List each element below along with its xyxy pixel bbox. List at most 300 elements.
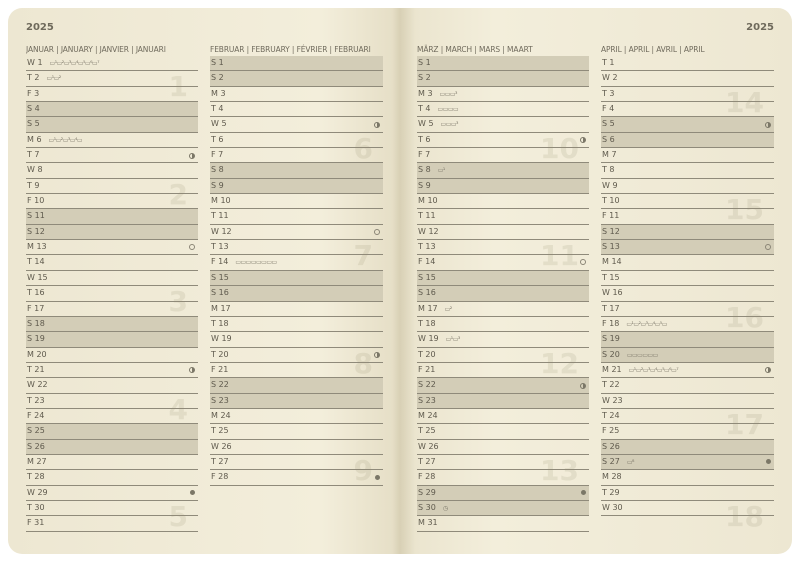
day-label: F 25: [602, 426, 620, 436]
day-row[interactable]: [601, 455, 774, 470]
day-row[interactable]: [210, 87, 383, 102]
full-moon-icon: [580, 259, 586, 265]
day-row[interactable]: [26, 378, 198, 393]
day-row[interactable]: [417, 317, 589, 332]
day-label: M 21: [602, 364, 622, 374]
holiday-markers: ▭▭▭³: [439, 90, 457, 98]
day-label: F 18: [602, 318, 620, 328]
day-label: T 29: [602, 487, 620, 497]
year-right: 2025: [746, 22, 774, 33]
day-row[interactable]: [26, 286, 198, 301]
week-number: 16: [725, 300, 764, 334]
week-number: 11: [540, 239, 579, 273]
day-row[interactable]: [26, 302, 198, 317]
month-title: FEBRUAR | FEBRUARY | FÉVRIER | FEBRUARI: [210, 44, 371, 54]
holiday-markers: ▭¹▭²: [46, 75, 61, 83]
day-label: M 3: [211, 88, 226, 98]
day-label: F 10: [27, 196, 45, 206]
week-number: 9: [353, 454, 373, 488]
full-moon-icon: [374, 229, 380, 235]
holiday-markers: ▭▭▭▭▭▭: [626, 351, 658, 359]
holiday-markers: ▭¹: [437, 167, 445, 175]
new-moon-icon: [375, 475, 380, 480]
day-row[interactable]: [210, 133, 383, 148]
day-row[interactable]: [210, 470, 383, 485]
day-label: T 25: [211, 426, 229, 436]
day-row[interactable]: [26, 56, 198, 71]
day-row[interactable]: [417, 87, 589, 102]
day-row[interactable]: [210, 225, 383, 240]
day-label: W 16: [602, 288, 623, 298]
day-label: S 9: [211, 180, 224, 190]
day-row[interactable]: [601, 102, 774, 117]
day-label: S 16: [418, 288, 436, 298]
day-row[interactable]: [601, 255, 774, 270]
week-number: 8: [353, 346, 373, 380]
day-row[interactable]: [26, 225, 198, 240]
day-label: S 22: [418, 380, 436, 390]
day-label: T 28: [27, 472, 45, 482]
day-label: T 16: [27, 288, 45, 298]
day-row[interactable]: [26, 179, 198, 194]
day-label: W 23: [602, 395, 623, 405]
day-label: S 8: [211, 165, 224, 175]
day-label: M 24: [418, 410, 438, 420]
day-row[interactable]: [601, 286, 774, 301]
week-number: 2: [168, 177, 188, 211]
day-row[interactable]: [210, 148, 383, 163]
week-number: 4: [168, 392, 188, 426]
month-title: MÄRZ | MARCH | MARS | MAART: [417, 44, 533, 54]
day-label: S 8: [418, 165, 431, 175]
day-label: W 12: [418, 226, 439, 236]
day-label: W 9: [602, 180, 618, 190]
day-label: T 13: [418, 242, 436, 252]
week-number: 5: [168, 500, 188, 534]
day-row[interactable]: [417, 271, 589, 286]
day-row[interactable]: [210, 363, 383, 378]
day-label: F 14: [418, 257, 436, 267]
day-label: S 23: [211, 395, 229, 405]
day-row[interactable]: [417, 348, 589, 363]
holiday-markers: ▭¹▭³: [445, 336, 460, 344]
day-label: S 19: [27, 334, 45, 344]
day-row[interactable]: [26, 348, 198, 363]
day-label: M 6: [27, 134, 42, 144]
holiday-markers: ▭▭▭³: [440, 121, 458, 129]
day-row[interactable]: [210, 440, 383, 455]
week-number: 1: [168, 70, 188, 104]
day-row[interactable]: [210, 179, 383, 194]
day-row[interactable]: [601, 194, 774, 209]
day-row[interactable]: [417, 286, 589, 301]
holiday-markers: ▭¹▭²▭³▭⁴▭⁵▭⁶▭⁷: [628, 366, 679, 374]
day-row[interactable]: [601, 470, 774, 485]
day-row[interactable]: [417, 148, 589, 163]
day-label: T 21: [27, 364, 45, 374]
day-row[interactable]: [601, 163, 774, 178]
day-label: T 20: [211, 349, 229, 359]
day-label: S 9: [418, 180, 431, 190]
day-label: S 2: [211, 73, 224, 83]
day-row[interactable]: [601, 302, 774, 317]
day-label: T 11: [418, 211, 436, 221]
week-number: 12: [540, 346, 579, 380]
day-label: S 13: [602, 242, 620, 252]
day-row[interactable]: [26, 501, 198, 516]
day-label: W 22: [27, 380, 48, 390]
day-row[interactable]: [26, 470, 198, 485]
day-label: S 26: [602, 441, 620, 451]
week-number: 6: [353, 131, 373, 165]
day-label: M 28: [602, 472, 622, 482]
day-label: S 15: [211, 272, 229, 282]
day-row[interactable]: [210, 317, 383, 332]
day-label: F 24: [27, 410, 45, 420]
day-label: S 20: [602, 349, 620, 359]
day-row[interactable]: [210, 209, 383, 224]
day-label: S 26: [27, 441, 45, 451]
holiday-markers: ▭▭▭▭▭▭▭▭: [235, 259, 277, 267]
day-label: F 31: [27, 518, 45, 528]
day-row[interactable]: [417, 332, 589, 347]
day-label: M 20: [27, 349, 47, 359]
day-label: T 6: [418, 134, 431, 144]
day-row[interactable]: [26, 271, 198, 286]
day-row[interactable]: [601, 209, 774, 224]
day-label: T 1: [602, 58, 615, 67]
day-row[interactable]: [417, 302, 589, 317]
day-row[interactable]: [417, 240, 589, 255]
day-row[interactable]: [417, 424, 589, 439]
half-moon-icon: [765, 122, 771, 128]
half-moon-icon: [189, 367, 195, 373]
year-left: 2025: [26, 22, 54, 33]
day-label: T 20: [418, 349, 436, 359]
day-label: S 23: [418, 395, 436, 405]
day-label: T 14: [27, 257, 45, 267]
day-row[interactable]: [601, 87, 774, 102]
day-row[interactable]: [210, 394, 383, 409]
day-row[interactable]: [417, 133, 589, 148]
day-label: S 12: [602, 226, 620, 236]
day-row[interactable]: [417, 394, 589, 409]
day-label: F 14: [211, 257, 229, 267]
day-row[interactable]: [417, 255, 589, 270]
day-row[interactable]: [601, 378, 774, 393]
day-label: W 5: [211, 119, 227, 129]
holiday-markers: ◷: [442, 504, 448, 512]
day-label: S 11: [27, 211, 45, 221]
full-moon-icon: [189, 244, 195, 250]
day-row[interactable]: [601, 240, 774, 255]
day-label: T 7: [27, 150, 40, 160]
day-label: F 28: [211, 472, 229, 482]
week-number: 10: [540, 131, 579, 165]
day-row[interactable]: [26, 363, 198, 378]
day-label: T 2: [27, 73, 40, 83]
day-row[interactable]: [26, 332, 198, 347]
day-label: T 13: [211, 242, 229, 252]
day-label: F 21: [211, 364, 229, 374]
day-row[interactable]: [601, 332, 774, 347]
day-label: S 22: [211, 380, 229, 390]
day-row[interactable]: [417, 163, 589, 178]
day-label: S 15: [418, 272, 436, 282]
day-row[interactable]: [601, 501, 774, 516]
day-row[interactable]: [210, 455, 383, 470]
day-row[interactable]: [417, 194, 589, 209]
day-label: M 7: [602, 150, 617, 160]
day-label: W 26: [418, 441, 439, 451]
day-row[interactable]: [210, 424, 383, 439]
day-row[interactable]: [417, 516, 589, 531]
day-label: W 1: [27, 58, 43, 67]
day-label: W 26: [211, 441, 232, 451]
day-row[interactable]: [26, 87, 198, 102]
day-label: M 17: [211, 303, 231, 313]
day-row[interactable]: [417, 209, 589, 224]
day-row[interactable]: [601, 271, 774, 286]
day-label: T 27: [211, 456, 229, 466]
day-row[interactable]: [601, 179, 774, 194]
day-label: T 9: [27, 180, 40, 190]
week-number: 3: [168, 285, 188, 319]
half-moon-icon: [189, 153, 195, 159]
holiday-markers: ▭¹▭²▭³▭⁴▭⁵▭: [626, 320, 667, 328]
day-list: [417, 56, 589, 532]
day-label: S 5: [602, 119, 615, 129]
day-row[interactable]: [601, 363, 774, 378]
day-list: [601, 56, 774, 534]
day-row[interactable]: [417, 378, 589, 393]
day-label: M 13: [27, 242, 47, 252]
week-number: 14: [725, 85, 764, 119]
day-label: T 15: [602, 272, 620, 282]
day-row[interactable]: [417, 440, 589, 455]
day-label: W 12: [211, 226, 232, 236]
day-row[interactable]: [601, 148, 774, 163]
day-row[interactable]: [210, 102, 383, 117]
day-row[interactable]: [601, 394, 774, 409]
day-row[interactable]: [26, 148, 198, 163]
day-label: S 25: [27, 426, 45, 436]
day-label: M 10: [418, 196, 438, 206]
day-row[interactable]: [417, 71, 589, 86]
day-label: W 19: [211, 334, 232, 344]
day-label: S 5: [27, 119, 40, 129]
day-label: T 11: [211, 211, 229, 221]
day-label: S 16: [211, 288, 229, 298]
planner-spread: [8, 8, 792, 554]
month-april: [601, 42, 774, 534]
day-row[interactable]: [26, 163, 198, 178]
holiday-markers: ▭²: [444, 305, 452, 313]
day-label: T 25: [418, 426, 436, 436]
day-row[interactable]: [601, 409, 774, 424]
day-row[interactable]: [601, 317, 774, 332]
half-moon-icon: [374, 122, 380, 128]
day-label: T 18: [211, 318, 229, 328]
day-row[interactable]: [26, 209, 198, 224]
day-list: [26, 56, 198, 532]
day-row[interactable]: [417, 455, 589, 470]
day-row[interactable]: [210, 378, 383, 393]
day-label: W 29: [27, 487, 48, 497]
holiday-markers: ▭¹▭²▭³▭⁴▭: [48, 136, 83, 144]
day-row[interactable]: [210, 56, 383, 71]
day-row[interactable]: [26, 394, 198, 409]
day-row[interactable]: [601, 71, 774, 86]
day-row[interactable]: [210, 240, 383, 255]
holiday-markers: ▭¹▭²▭³▭⁴▭⁵▭⁶▭⁷: [49, 60, 100, 67]
day-row[interactable]: [26, 133, 198, 148]
day-label: T 18: [418, 318, 436, 328]
day-row[interactable]: [417, 117, 589, 132]
day-label: T 23: [27, 395, 45, 405]
day-label: S 27: [602, 456, 620, 466]
day-row[interactable]: [26, 117, 198, 132]
half-moon-icon: [374, 352, 380, 358]
day-label: S 29: [418, 487, 436, 497]
half-moon-icon: [580, 383, 586, 389]
day-row[interactable]: [417, 486, 589, 501]
day-row[interactable]: [417, 363, 589, 378]
day-row[interactable]: [210, 117, 383, 132]
week-number: 13: [540, 454, 579, 488]
day-row[interactable]: [26, 240, 198, 255]
day-row[interactable]: [210, 255, 383, 270]
day-label: W 15: [27, 272, 48, 282]
day-label: M 10: [211, 196, 231, 206]
day-row[interactable]: [26, 317, 198, 332]
day-label: M 14: [602, 257, 622, 267]
week-number: 18: [725, 500, 764, 534]
day-row[interactable]: [601, 133, 774, 148]
holiday-markers: ▭▭▭▭: [437, 106, 459, 114]
day-label: T 3: [602, 88, 615, 98]
month-january: [26, 42, 198, 532]
day-label: T 27: [418, 456, 436, 466]
day-label: F 21: [418, 364, 436, 374]
day-label: F 28: [418, 472, 436, 482]
day-label: W 5: [418, 119, 434, 129]
half-moon-icon: [580, 137, 586, 143]
day-row[interactable]: [26, 440, 198, 455]
day-row[interactable]: [210, 348, 383, 363]
day-label: M 17: [418, 303, 438, 313]
day-label: T 17: [602, 303, 620, 313]
day-row[interactable]: [601, 56, 774, 71]
day-row[interactable]: [26, 194, 198, 209]
day-row[interactable]: [210, 409, 383, 424]
day-label: M 24: [211, 410, 231, 420]
day-row[interactable]: [601, 440, 774, 455]
day-row[interactable]: [26, 424, 198, 439]
day-label: T 4: [418, 104, 431, 114]
day-label: S 1: [418, 58, 431, 67]
day-label: F 7: [211, 150, 224, 160]
day-row[interactable]: [210, 286, 383, 301]
day-row[interactable]: [210, 271, 383, 286]
day-label: S 19: [602, 334, 620, 344]
day-row[interactable]: [417, 225, 589, 240]
week-number: 17: [725, 408, 764, 442]
day-row[interactable]: [601, 486, 774, 501]
day-label: S 4: [27, 104, 40, 114]
day-label: W 19: [418, 334, 439, 344]
month-title: JANUAR | JANUARY | JANVIER | JANUARI: [26, 44, 166, 54]
new-moon-icon: [190, 490, 195, 495]
day-row[interactable]: [210, 163, 383, 178]
full-moon-icon: [765, 244, 771, 250]
day-row[interactable]: [26, 455, 198, 470]
day-label: T 6: [211, 134, 224, 144]
day-row[interactable]: [26, 102, 198, 117]
day-row[interactable]: [417, 501, 589, 516]
month-february: [210, 42, 383, 486]
day-row[interactable]: [210, 302, 383, 317]
day-label: T 22: [602, 380, 620, 390]
day-label: M 27: [27, 456, 47, 466]
day-label: W 30: [602, 502, 623, 512]
holiday-markers: ▭⁸: [626, 458, 634, 466]
day-list: [210, 56, 383, 486]
new-moon-icon: [581, 490, 586, 495]
day-row[interactable]: [210, 71, 383, 86]
day-row[interactable]: [26, 409, 198, 424]
day-row[interactable]: [26, 255, 198, 270]
day-label: W 2: [602, 73, 618, 83]
day-label: F 17: [27, 303, 45, 313]
day-label: T 8: [602, 165, 615, 175]
day-row[interactable]: [417, 179, 589, 194]
day-row[interactable]: [26, 486, 198, 501]
day-label: S 6: [602, 134, 615, 144]
day-row[interactable]: [601, 117, 774, 132]
day-row[interactable]: [210, 194, 383, 209]
day-label: F 3: [27, 88, 40, 98]
day-label: F 7: [418, 150, 431, 160]
day-row[interactable]: [417, 102, 589, 117]
day-row[interactable]: [601, 348, 774, 363]
day-label: F 4: [602, 104, 615, 114]
day-label: S 2: [418, 73, 431, 83]
week-number: 15: [725, 193, 764, 227]
day-row[interactable]: [417, 470, 589, 485]
day-label: T 4: [211, 104, 224, 114]
half-moon-icon: [765, 367, 771, 373]
day-label: W 8: [27, 165, 43, 175]
day-row[interactable]: [601, 424, 774, 439]
day-row[interactable]: [26, 71, 198, 86]
day-label: T 30: [27, 502, 45, 512]
day-label: S 12: [27, 226, 45, 236]
day-label: S 18: [27, 318, 45, 328]
day-row[interactable]: [417, 56, 589, 71]
day-label: S 1: [211, 58, 224, 67]
week-number: 7: [353, 239, 373, 273]
day-row[interactable]: [26, 516, 198, 531]
day-label: M 3: [418, 88, 433, 98]
day-row[interactable]: [417, 409, 589, 424]
day-label: F 11: [602, 211, 620, 221]
new-moon-icon: [766, 459, 771, 464]
month-title: APRIL | APRIL | AVRIL | APRIL: [601, 44, 705, 54]
day-label: S 30: [418, 502, 436, 512]
day-row[interactable]: [601, 225, 774, 240]
day-row[interactable]: [210, 332, 383, 347]
